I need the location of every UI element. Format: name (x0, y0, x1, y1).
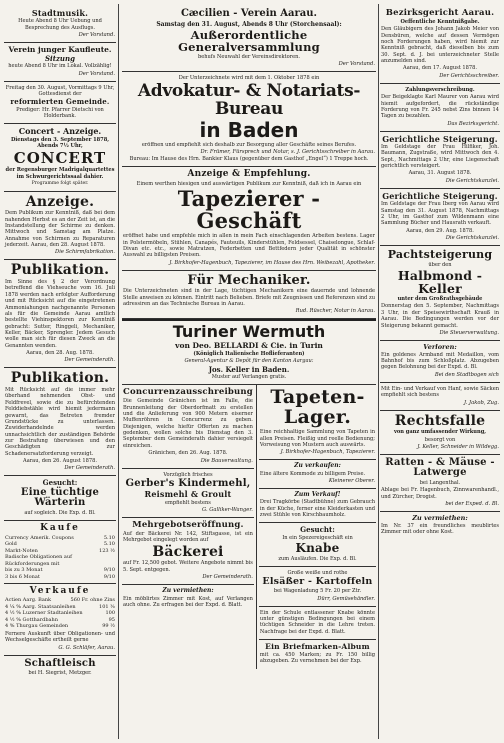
ad-date: Aarau, den 26. August 1878. (23, 458, 97, 465)
ad-signature: Die Gerichtskanzlei. (445, 234, 499, 241)
ad-text: Fernere Auskunft über Obligationen- und Wechselgeschäfte ertheilt gerne (5, 630, 115, 644)
ad-headline: Rechtsfalle (394, 412, 486, 429)
ad-subtitle: unter dem Großrathsgebäude (397, 296, 483, 303)
ad-signature: Der Gemeinderath. (202, 574, 253, 581)
rate-label: 4 ½ % Luzerner Stadtanleihen (5, 610, 83, 617)
ad-text: Drei Tragkörbe (Stadtbühne) zum Gebrauch in der Küche, ferner eine Kleiderkasten und zwei Stühle von Kirschbaumholz. (259, 499, 375, 519)
ad-signature: Die Steuerverwaltung. (439, 329, 499, 336)
ad-waerterin (4, 476, 116, 521)
ad-text: Der Beigeklagte Karl Maurer von Aarau wird hiemit aufgefordert, die rückständige Forderung von Fr. 245 nebst Zins binnen 14 Tagen zu bezahlen. (381, 94, 499, 120)
ad-text: Der Unterzeichnete wird mit dem 1. Oktober 1878 ein (178, 75, 320, 82)
ad-gottesdienst (4, 82, 116, 125)
ad-text: In ein Spezereigeschäft ein (282, 534, 353, 541)
ad-karrer (259, 489, 376, 523)
ad-rechtsfalle (380, 411, 500, 455)
ad-title: Verein junger Kaufleute. (8, 45, 112, 55)
ad-text: Die Gemeinde Gränichen ist im Falle, die Brunnenleitung der Oberdorfmatt zu erstellen und die Anlieferung von 900 Metern eiserner Muffenröhren in Concurrenz zu geben. Diejenigen, welche hiefür Offerten zu machen gedenken, wollen solche bis Dienstag den 3. September dem Gemeinderath dahier versiegelt einreichen. (123, 398, 253, 449)
ad-title: Concert - Anzeige. (18, 126, 102, 137)
ad-concurrenz (122, 385, 254, 468)
ad-signature: J. Jakob, Zug. (464, 399, 499, 406)
ad-text: Ablage bei Fr. Hagenbuch, Zinnwarenhandl., und Zürcher, Drogist. (381, 487, 499, 500)
ad-text: über den (428, 261, 452, 268)
ad-signature: Der Gemeinderath. (64, 465, 115, 472)
column-rule (118, 4, 119, 739)
ad-text: Ein der Schule entlassener Knabe könnte unter günstigen Bedingungen bei einem tüchtigen Schneider in die Lehre treten. Nachfrage bei der Expd. d. Blatt. (259, 609, 375, 635)
ad-title: Gesucht: (300, 525, 335, 535)
ad-text: Vorzüglich frisches (163, 471, 213, 478)
ad-signature: G. Galliker-Wanger. (202, 507, 253, 514)
ad-stadtmusik (4, 6, 116, 43)
ad-text: Im Sinne des § 2 der Verordnung betreffend die Viehseuche vom 16. Juli 1878 werden nach erfolgter Aufforderung und mit Rücksicht auf die eingetretenen Ammoniahungen nachgenannte Personen als für die Gemeinde Aarau amtlich bestellte Viehinspektoren zur Kenntniß gebracht: Sutter, Ringgeli, Mechaniker, Keller, Bäcker, Sprengler. Jedem Gesuch wolle man sich für diesen Zweck an die Genannten wenden. (5, 279, 115, 349)
ad-date: Dienstags den 3. September 1878, Abends 7½ Uhr, (10, 136, 110, 150)
column-rule (378, 4, 379, 739)
ad-text: Dem Publikum zur Kenntniß, daß bei dem nahenden Herbst es an der Zeit ist, an die Instandstellung der Schirme zu denken. Mittwoch und Samstag am Platze. Annahme von Schirmen zu Reparaturen jederzeit. Aarau, den 28. August 1878. (5, 210, 115, 249)
ad-title: Publikation. (10, 262, 110, 279)
ad-text: Heute Abend 8 Uhr Uebung und Besprechung des Ausflugs. (18, 18, 102, 31)
ad-pachtsteigerung (380, 246, 500, 341)
two-column-block (122, 385, 376, 668)
ad-text: Programme folgt später. (31, 181, 89, 187)
ad-concert (4, 124, 116, 191)
ad-title: Gerichtliche Steigerung. (382, 133, 498, 144)
rate-table (5, 535, 115, 581)
ad-signature: Die Schirmfabrikation. (55, 249, 115, 256)
ad-headline: Turiner Wermuth (172, 322, 326, 342)
rate-label: 3 bis 6 Monat (5, 573, 40, 580)
ad-bezirksgericht (380, 6, 500, 84)
ad-knabe (259, 523, 376, 567)
ad-title: Anzeige & Empfehlung. (187, 169, 311, 180)
ad-headline: Halbmond - Keller (397, 267, 483, 296)
ad-text: Im Nr. 37 ein freundliches meublirtes Zimmer mit oder ohne Kost. (381, 522, 499, 536)
ad-signature: Bei den Stadtbogen sich (434, 371, 499, 378)
ad-subtitle: von ganz umfassender Wirkung, (393, 429, 487, 436)
ad-title: Zu vermiethen: (162, 587, 214, 595)
ad-text: empfiehlt bestens (164, 499, 211, 506)
ad-text: Eine reichhaltige Sammlung von Tapeten in allen Preisen. Fleißig und reelle Bedienung; Vorweisung von Mustern auch auswärts. (259, 429, 375, 448)
ad-title: Zu verkaufen: (294, 462, 341, 470)
ad-text: Ein goldenes Armband mit Medaillon, vom Bahnhof bis zum Schloßplatz. Abzugeben gegen Belohnung bei der Expd. d. Bl. (381, 351, 499, 371)
ad-tapezierer (122, 167, 376, 270)
ad-signature: Der Vorstand. (78, 32, 115, 39)
ad-headline: Ratten - & Mäuse - Latwerge (385, 456, 495, 479)
ad-text: Eine ältere Kommode zu billigem Preise. (259, 470, 366, 477)
ad-signature: Kleinerer Oberer. (328, 478, 375, 484)
ad-hanf (380, 383, 500, 411)
ad-text: von Deo. BELLARDI & Cie. in Turin (175, 341, 323, 351)
ad-text: Bureau: Im Hause des Hrn. Bankier Klaus (gegenüber dem Gasthof „Engel“) 1 Treppe hoch. (129, 155, 369, 162)
ad-date: Gränichen, den 26. Aug. 1878. (148, 450, 228, 457)
ad-text: (Königlich Italienische Hoflieferanten) (193, 350, 305, 357)
ad-schirme (4, 192, 116, 261)
ad-subtitle: Sitzung (45, 53, 75, 63)
ad-schaftleisch (4, 656, 116, 681)
ad-publikation-1 (4, 260, 116, 368)
rate-value: 5.10 (103, 534, 115, 541)
ad-date: Aarau, den 29. Aug. 1878. (406, 227, 474, 234)
rate-label: 4 ¼ % Aarg. Staatsanleihen (5, 603, 76, 610)
ad-kartoffeln (259, 567, 376, 607)
ad-text: Die Unterzeichneten sind in der Lage, tüchtigen Mechanikern eine dauernde und lohnende Stelle anweisen zu können. Eintritt nach Belieben. Briefe mit Zeugnissen und Referenzen sind zu adressiren an das Technische Bureau in Aarau. (123, 288, 375, 307)
ad-caecilien (122, 6, 376, 72)
ad-signature: Dr. Frümer, Fürsprech und Notar, s. J. Gerichtsschreiber in Aarau. (200, 148, 375, 155)
ad-zimmer (122, 585, 254, 612)
ad-title: Zahlungsverschreibung. (405, 86, 475, 93)
ad-text: Freitag den 30. August, Vormittags 9 Uhr, Gottesdienst der (5, 84, 115, 98)
ad-headline: Elsäßer - Kartoffeln (262, 576, 373, 588)
ad-text: Mit Ein- und Verkauf von Hanf, sowie Säcken empfiehlt sich bestens (381, 385, 499, 399)
rate-value: 9/10 (103, 567, 115, 574)
ad-text: Im Geldstage der Frau Iberg von Aarau wird Samstag den 31. August 1878, Nachmittags 2 Uhr, im Gasthof zum Wildenmann eine Sammlung Bücher und Hausrath verkauft. (381, 201, 499, 227)
ad-kaufe (4, 521, 116, 584)
ad-text: Mit Rücksicht auf die immer mehr überhand nehmenden Obst- und Feldfrevel, sowie die zu befürchtenden Felddiebstähle wird hiemit jedermann gewarnt, das Betreten fremder Grundstücke zu unterlassen. Zuwiderhandelnde werden unnachsichtlich der zuständigen Behörde zur Bestrafung überwiesen und den Geschädigten zur Schadenersatzforderung verzeigt. (5, 387, 115, 457)
subcolumn-right (257, 385, 376, 668)
rate-value: 123 ½ (99, 547, 115, 554)
rate-label: Gold (5, 541, 17, 548)
ad-signature: J. Birkhofer-Hagenbuch, Tapezierer, im Hause des Hrn. Weibezahl, Apotheker. (169, 259, 375, 266)
ad-headline: Bäckerei (152, 543, 224, 560)
ad-headline: Tapezierer - Geschäft (177, 186, 321, 234)
rate-table (5, 597, 115, 630)
ad-text: heute Abend 8 Uhr im Lokal. Vollzählig! (8, 63, 112, 70)
ad-text: eröffnen und empfiehlt sich deshalb zur Besorgung aller Geschäfte seines Berufes. (141, 141, 357, 148)
ad-title: Gesucht: (42, 478, 78, 488)
ad-headline: Tapeten-Lager. (270, 386, 365, 429)
ad-text: der Regensburger Madrigalquartettes im Schwurgerichtssaal dahier. (5, 167, 115, 180)
ad-mechaniker (122, 271, 376, 320)
ad-verloren (380, 341, 500, 383)
ad-text: Im Geldstage der Frau Hilfiker, Joh. Baumann, Zugstraße, wird Mittwoch den 4. Sept., Nachmittags 2 Uhr, eine Liegenschaft gerichtlich versteigert. (381, 143, 499, 170)
rate-value: 9/10 (103, 573, 115, 580)
ad-text: bei Wagenladung 5 Fr. 20 per Ztr. (273, 588, 362, 595)
ad-signature: G. G. Schläfer, Aarau. (58, 644, 115, 651)
ad-kindermehl (122, 469, 254, 519)
ad-text: Den Gläubigern des Johann Jakob Meier von Densbüren, welche auf dessen Vermögen noch Forderungen haben, wird hiemit zur Kenntniß gebracht, daß dieselben bis zum 30. Sept. d. J. bei unterzeichneter Stelle anzumelden sind. (381, 26, 499, 65)
ad-zimmer-2 (380, 512, 500, 540)
ad-title: reformierten Gemeinde. (10, 97, 110, 107)
rate-label: 4 ½ % Gotthardbahn (5, 616, 58, 623)
ad-text: bei H. Siegrist, Metzger. (28, 670, 92, 677)
ad-signature: Der Gemeinderath. (64, 357, 115, 364)
ad-city: in Baden (199, 117, 299, 142)
subcolumn-left (122, 385, 257, 668)
ad-headline: Außerordentliche Generalversammlung (178, 28, 320, 55)
ad-date: Aarau, 31. August 1878. (408, 170, 472, 177)
ad-title: Cæcilien - Verein Aarau. (180, 8, 318, 19)
rate-label: Currency Amerik. Coupons (5, 534, 74, 541)
ad-subtitle: Reismehl & Groult (144, 489, 232, 500)
rate-value: 100 (105, 610, 115, 617)
ad-headline: Advokatur- & Notariats-Bureau (137, 80, 361, 119)
ad-text: Jos. Keller in Baden. (208, 364, 290, 374)
ad-signature: Das Bezirksgericht. (447, 120, 499, 127)
ad-steigerung-2 (380, 189, 500, 246)
ad-title: Bezirksgericht Aarau. (385, 8, 495, 18)
column-right (380, 6, 500, 739)
column-left (4, 6, 116, 739)
ad-date: Aarau, den 17. August 1878. (403, 65, 477, 72)
ad-date: Aarau, den 28. Aug. 1878. (26, 350, 94, 357)
rate-value: 5.10 (103, 541, 115, 548)
ad-signature: Die Bauverwaltung. (200, 457, 253, 464)
ad-text: zum Ausläufen. Die Exp. d. Bl. (278, 555, 357, 562)
rate-label: Actien Aarg. Bank (5, 597, 52, 604)
ad-wermuth (122, 319, 376, 385)
ad-headline: CONCERT (13, 148, 107, 167)
ad-title: Zum Verkauf! (294, 491, 341, 498)
ad-text: Auf der Bäckerei Nr. 142, Stiftsgasse, ist ein Mehrgebot eingelegt worden auf (123, 531, 253, 544)
rate-label: Badische Obligationen auf Rückforderungen mit (5, 554, 72, 567)
ad-date: Samstag den 31. August, Abends 8 Uhr (Storchensaal): (156, 20, 342, 28)
ad-title: Mehrgebotseröffnung. (132, 520, 244, 531)
rate-value: 560 Fr. ohne Zins (70, 597, 115, 604)
ad-title: Schaftleisch (24, 657, 96, 669)
ad-text: General-Agentur & Depôt für den Kanton Aargau: (184, 358, 314, 365)
ad-latwerge (380, 455, 500, 512)
ad-schneider (259, 607, 376, 640)
ad-title: Verkaufe (29, 586, 91, 597)
ad-signature: Die Gerichtskanzlei. (445, 177, 499, 184)
ad-subtitle: Oeffentliche Kenntnißgabe. (400, 18, 480, 25)
ad-title: Stadtmusik. (31, 8, 89, 18)
ad-signature: J. Keller, Schneider in Wildegg. (417, 443, 499, 450)
rate-row (5, 623, 115, 630)
ad-signature: J. Birkhofer-Hagenbuch, Tapezierer. (280, 449, 375, 456)
ad-text: auf sogleich. Die Exp. d. Bl. (24, 509, 96, 516)
ad-text: Ein möblirtes Zimmer mit Kost, auf Verlangen auch ohne. Zu erfragen bei der Expd. d. Blatt. (123, 595, 253, 608)
column-middle (122, 6, 376, 739)
ad-text: mit ca. 450 Marken; zu Fr. 150 billig abzugeben. Zu vernehmen bei der Exp. (259, 652, 375, 665)
ad-headline: Knabe (295, 541, 340, 556)
rate-value: 95 (108, 616, 115, 623)
ad-headline: Gerber's Kindermehl, (125, 477, 251, 489)
ad-signature: Der Vorstand. (78, 70, 115, 77)
rate-label: 4 % Thurgau Gemeinden (5, 623, 69, 630)
rate-value: 99 ½ (102, 623, 115, 630)
ad-title: Verloren: (423, 342, 457, 351)
rate-label: Markt-Noten (5, 547, 38, 554)
ad-briefmarken (259, 640, 376, 669)
ad-verkaufe (4, 584, 116, 656)
ad-text: auf Fr. 12,500 gebot. Weitere Angebote nimmt bis 5. Sept. entgegen. (123, 560, 253, 573)
ad-text: bei Langenthal. (419, 479, 461, 486)
ad-text: Donnerstag den 5. September, Nachmittags 3 Uhr, in der Speisewirthschaft Krauß in Aarau. Die Bedingungen werden vor der Steigerung bekannt gemacht. (381, 303, 499, 329)
ad-title: Ein Briefmarken-Album (265, 642, 370, 652)
ad-text: Prediger: Hr. Pfarrer Dietschi von Holderbank. (16, 106, 104, 120)
ad-signature: Dürr, Gemüsehändler. (317, 595, 375, 602)
ad-title: Anzeige. (25, 193, 95, 210)
ad-title: Concurrenzausschreibung (123, 387, 253, 398)
ad-baeckerei (122, 518, 254, 585)
rate-row (5, 574, 115, 581)
ad-signature: Der Gerichtsschreiber. (439, 72, 499, 79)
ad-text: eröffnet habe und empfehle mich in allen in mein Fach einschlagenden Arbeiten bestens. Lager in Polstermöbeln, Stühlen, Canapés, Fauteuils, Kinderstühlen, Feldsessel, Chaiselongue, Schlaf-Divan etc. etc., sowie Matratzen, Federbetten und Bettfedern jeder Qualität in schönster Auswahl zu billigsten Preisen. (123, 233, 375, 259)
ad-title: Zu vermiethen: (412, 514, 468, 523)
ad-zahlung (380, 84, 500, 132)
rate-row (5, 554, 115, 567)
ad-title: Für Mechaniker. (187, 272, 311, 288)
ad-headline: Eine tüchtige Wärterin (20, 486, 100, 509)
ad-kaufleute (4, 43, 116, 82)
ad-signature: bei der Exped. d. Bl. (445, 501, 499, 508)
ad-text: Muster auf Verlangen gratis. (211, 374, 287, 381)
ad-kommode (259, 460, 376, 489)
ad-steigerung-1 (380, 132, 500, 189)
ad-publikation-2 (4, 368, 116, 476)
ad-text: besorgt von (424, 436, 456, 443)
ad-text: Einem werthen hiesigen und auswärtigen Publikum zur Kenntniß, daß ich in Aarau ein (136, 180, 362, 187)
ad-signature: Der Vorstand. (338, 61, 375, 68)
ad-signature: Rud. Rüscher, Notar in Aarau. (295, 308, 375, 315)
ad-tapeten (259, 385, 376, 460)
ad-title: Gerichtliche Steigerung. (382, 190, 498, 201)
rate-label: bis zu 3 Monat (5, 567, 43, 574)
ad-text: Große weiße und rothe (287, 570, 348, 577)
ad-advokatur (122, 72, 376, 167)
ad-title: Pachtsteigerung (387, 247, 493, 261)
rate-value: 101 ⅜ (99, 603, 115, 610)
ad-text: behufs Neuwahl der Vereinsdirektoren. (197, 54, 301, 61)
ad-title: Kaufe (40, 523, 80, 534)
ad-title: Publikation. (10, 370, 110, 387)
